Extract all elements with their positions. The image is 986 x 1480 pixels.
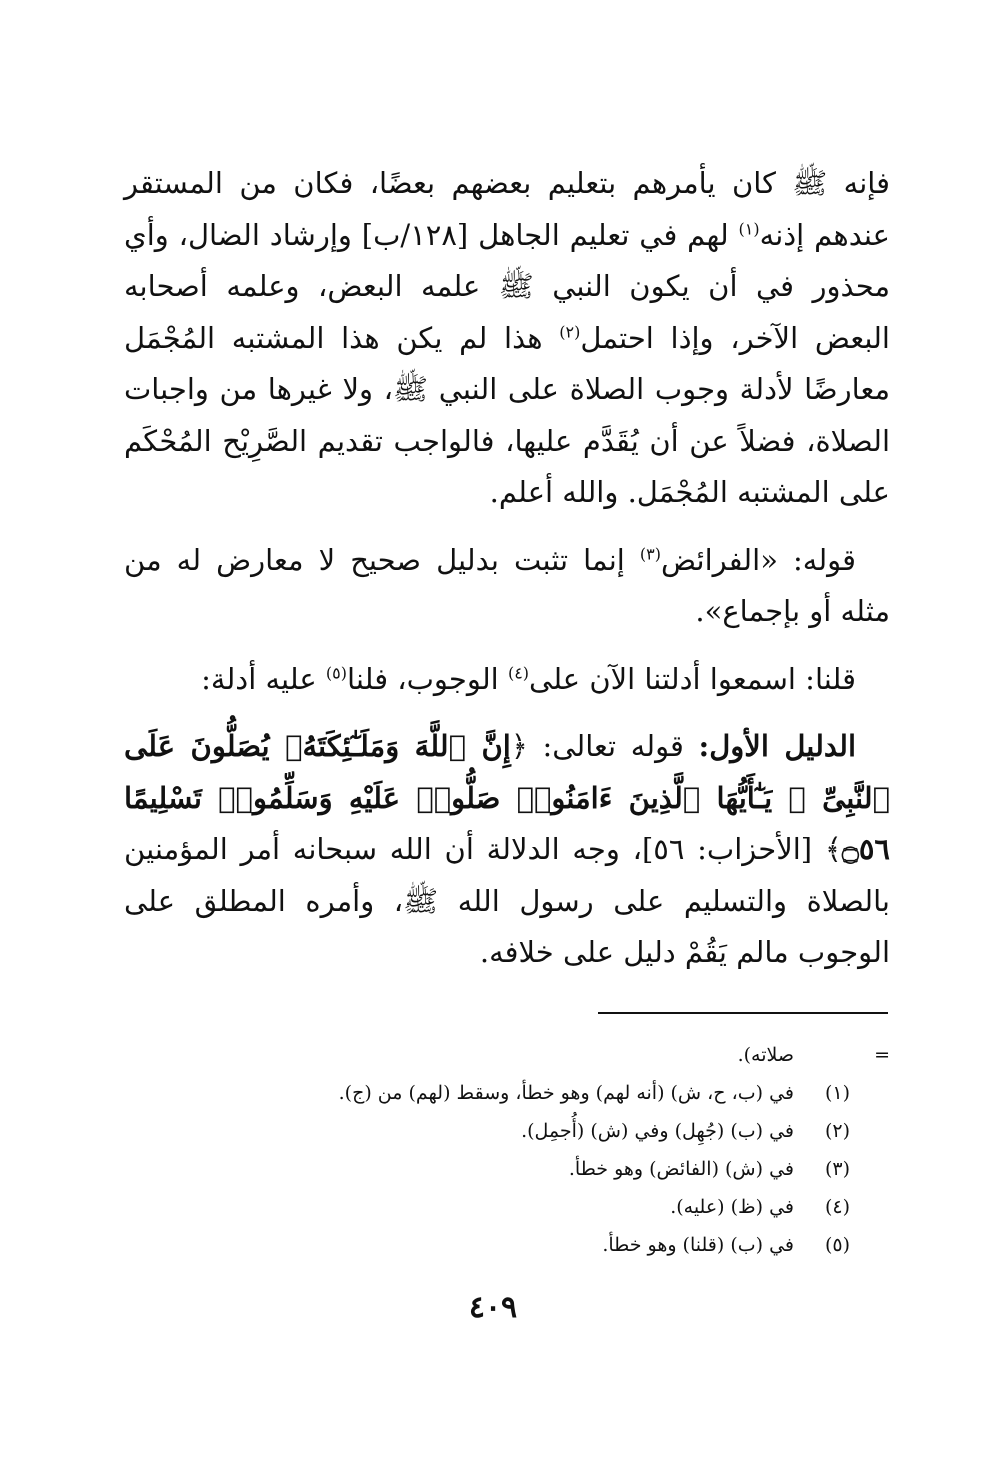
footnote-text: في (ظ) (عليه).	[670, 1196, 794, 1218]
paragraph-3-text-b: الوجوب، فلنا	[347, 661, 508, 696]
footnote-ref-1: (١)	[738, 218, 760, 238]
paragraph-1	[124, 158, 890, 519]
evidence-label: الدليل الأول:	[698, 729, 857, 763]
footnote-text: في (ب) (جُهِل) وفي (ش) (أُجمِل).	[521, 1120, 794, 1142]
footnote-text: في (ب، ح، ش) (أنه لهم) وهو خطأ، وسقط (لهم) من (ج).	[338, 1082, 794, 1104]
footnote-number: (٣)	[824, 1158, 850, 1180]
footnote-number: (٥)	[824, 1234, 850, 1256]
footnote-separator	[598, 1012, 888, 1014]
paragraph-1-text-b: لهم في تعليم الجاهل [١٢٨/ب] وإرشاد الضال، وأي محذور في أن يكون النبي ﷺ علمه البعض، وعلمه أصحابه البعض الآخر، وإذا احتمل	[124, 217, 890, 355]
footnote-2	[124, 1112, 890, 1150]
footnote-text: في (ش) (الفائض) وهو خطأ.	[568, 1158, 794, 1180]
page-number: ٤٠٩	[468, 1290, 518, 1325]
paragraph-3	[124, 654, 890, 706]
footnote-5	[124, 1226, 890, 1264]
footnote-ref-2: (٢)	[559, 321, 581, 341]
footnote-text: صلاته).	[737, 1044, 794, 1066]
paragraph-2	[124, 535, 890, 638]
paragraph-1-text-c: هذا لم يكن هذا المشتبه المُجْمَل معارضًا لأدلة وجوب الصلاة على النبي ﷺ، ولا غيرها من واجبات الصلاة، فضلاً عن أن يُقَدَّم عليها، فالواجب تقديم الصَّرِيْح المُحْكَم على المشتبه المُجْمَل. والله أعلم.	[124, 320, 890, 509]
footnote-number: (٢)	[824, 1120, 850, 1142]
footnote-4	[124, 1188, 890, 1226]
main-text	[124, 158, 890, 995]
footnote-ref-5: (٥)	[325, 662, 347, 682]
quran-close-bracket: ﴾	[824, 832, 842, 866]
paragraph-3-text-c: عليه أدلة:	[201, 661, 326, 696]
paragraph-4-text: [الأحزاب: ٥٦]، وجه الدلالة أن الله سبحانه أمر المؤمنين بالصلاة والتسليم على رسول الله ﷺ، وأمره المطلق على الوجوب مالم يَقُمْ دليل على خلافه.	[124, 832, 890, 969]
quran-verse: إِنَّ ٱللَّهَ وَمَلَـٰٓئِكَتَهُۥ يُصَلُّونَ عَلَى ٱلنَّبِىِّ ۚ يَـٰٓأَيُّهَا ٱلَّذِينَ ءَامَنُوا۟ صَلُّوا۟ عَلَيْهِ وَسَلِّمُوا۟ تَسْلِيمًا ۝٥٦	[124, 729, 891, 866]
footnote-ref-4: (٤)	[507, 662, 530, 682]
footnote-1	[124, 1074, 890, 1112]
paragraph-3-text-a: قلنا: اسمعوا أدلتنا الآن على	[529, 661, 856, 696]
footnote-number: (١)	[824, 1082, 850, 1104]
footnote-text: في (ب) (قلنا) وهو خطأ.	[602, 1234, 794, 1256]
footnote-continuation	[124, 1036, 890, 1074]
paragraph-2-text-b: إنما تثبت بدليل صحيح لا معارض له من مثله أو بإجماع».	[124, 542, 890, 628]
footnote-number: =	[874, 1044, 890, 1066]
paragraph-2-text-a: قوله: «الفرائض	[660, 542, 857, 577]
paragraph-4	[124, 721, 890, 979]
footnotes	[124, 1036, 890, 1264]
footnote-3	[124, 1150, 890, 1188]
footnote-ref-3: (٣)	[639, 543, 661, 563]
footnote-number: (٤)	[824, 1196, 850, 1218]
paragraph-1-text-a: فإنه ﷺ كان يأمرهم بتعليم بعضهم بعضًا، فكان من المستقر عندهم إذنه	[124, 166, 890, 252]
quran-open-bracket: ﴿	[510, 729, 528, 763]
paragraph-4-intro: قوله تعالى:	[527, 729, 699, 763]
